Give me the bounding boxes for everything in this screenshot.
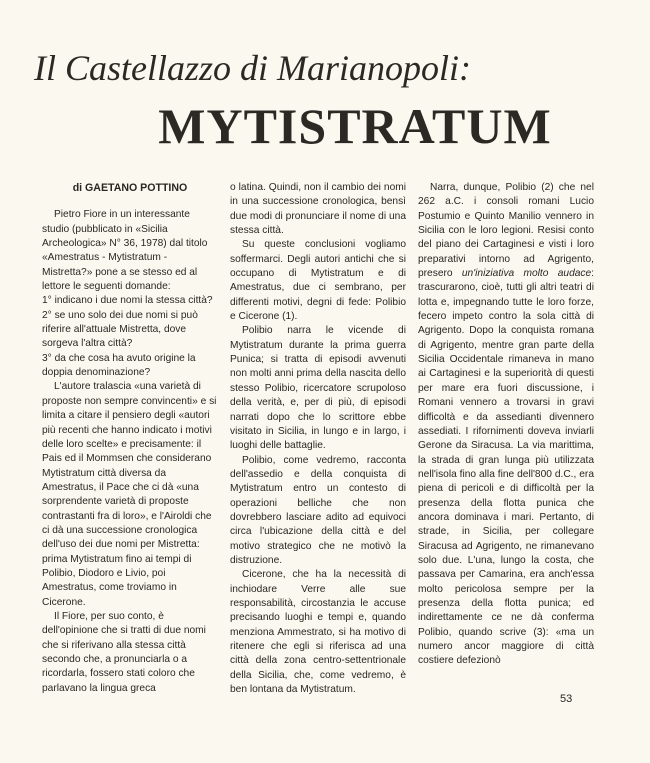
paragraph: 2° se uno solo dei due nomi si può riferire all'attuale Mistretta, dove sorgeva l'altra città? (42, 309, 198, 350)
paragraph: Polibio narra le vicende di Mytistratum durante la prima guerra Punica; si tratta di episodi avvenuti non molti anni prima della nascita dello stesso Polibio, ricercatore scrupoloso della verità, e, per di più, di episodi narrati dopo che lo scrittore ebbe visitato in Sicilia, in lungo e in largo, i luoghi delle battaglie. (230, 325, 406, 452)
paragraph: 3° da che cosa ha avuto origine la doppia denominazione? (42, 352, 196, 379)
author-byline: di GAETANO POTTINO (72, 182, 188, 194)
paragraph: o latina. Quindi, non il cambio dei nomi in una successione cronologica, bensì due modi di pronunciare il nome di una stessa città. (230, 182, 406, 237)
paragraph: Il Fiore, per suo conto, è dell'opinione che si tratti di due nomi che si riferivano alla stessa città secondo che, a pronunciarla o a ricordarla, fossero stati coloro che parlavano la lingua greca (42, 610, 206, 694)
paragraph: Su queste conclusioni vogliamo soffermarci. Degli autori antichi che si occupano di Mytistratum e di Amestratus, due ci sembrano, per differenti motivi, degni di fede: Polibio e Cicerone (1). (230, 239, 406, 323)
paragraph: Polibio, come vedremo, racconta dell'assedio e della conquista di Mytistratum entro un contesto di operazioni belliche che non dovrebbero lasciare adito ad equivoci circa l'ubicazione della città e del motivo strategico che ne motivò la distruzione. (230, 454, 406, 566)
paragraph: Pietro Fiore in un interessante studio (pubblicato in «Sicilia Archeologica» N° 36, 1978) dal titolo «Amestratus - Mytistratum - Mistretta?» pone a se stesso ed al lettore le seguenti domande: (42, 209, 208, 293)
page-number: 53 (560, 693, 573, 705)
paragraph (418, 181, 594, 669)
article-title: MYTISTRATUM (158, 98, 552, 154)
paragraph: L'autore tralascia «una varietà di proposte non sempre convincenti» e si limita a citare il pensiero degli «autori più recenti che hanno indicato i motivi delle loro scelte» e precisamente: il Pais ed il Mommsen che considerano Mytistratum città diversa da Amestratus, il Pace che ci dà «una sorprendente varietà di proposte contrastanti fra di loro», e l'Airoldi che ci dà una successione cronologica dell'uso dei due nomi per Mistretta: prima Mytistratum fino ai tempi di Polibio, Diodoro e Livio, poi Amestratus, come troviamo in Cicerone. (42, 381, 217, 608)
text-column-3 (418, 181, 594, 669)
paragraph: 1° indicano i due nomi la stessa città? (42, 295, 213, 307)
paragraph-text: Narra, dunque, Polibio (2) che nel 262 a.C. i consoli romani Lucio Postumio e Quinto Manilio vennero in Sicilia con le loro legioni. Resisi conto del piano dei Cartaginesi e visti i loro preparativi intorno ad Agrigento, presero (418, 182, 594, 280)
text-column-2 (230, 181, 406, 697)
paragraph: Cicerone, che ha la necessità di inchiodare Verre alle sue responsabilità, circostanzia le accuse precisando luoghi e tempi e, quando menziona Ammestrato, si ha motivo di ritenere che egli si riferisca ad una città della zona centro-settentrionale della Sicilia, che, come vedremo, è ben lontana da Mytistratum. (230, 569, 406, 696)
text-column-1 (42, 181, 218, 696)
italic-phrase: un'iniziativa molto audace (461, 268, 592, 280)
article-subtitle: Il Castellazzo di Marianopoli: (34, 48, 472, 88)
paragraph-text: : trascurarono, cioè, tutti gli altri teatri di lotta e, impegnando tutte le loro forze, fecero impeto contro la sola città di Agrigento. Dopo la conquista romana di Agrigento, mentre gran parte della Sicilia Occidentale rimaneva in mano ai Cartaginesi e la superiorità di questi per mare era fuori discussione, i Romani vennero a trovarsi in gravi difficoltà e da assedianti divennero assediati. I rifornimenti doveva inviarli Gerone da Siracusa. La via marittima, la strada di gran lunga più utilizzata nell'isola fino alla fine dell'800 d.C., era piena di pericoli e di difficoltà per la presenza della flotta punica che ancora dominava i mari. Pertanto, di strade, in Sicilia, per collegare Siracusa ad Agrigento, ne rimanevano solo due. L'una, lungo la costa, che passava per Camarina, era anch'essa molto pericolosa sempre per la presenza della flotta punica; ed indirettamente ce ne dà conferma Polibio, quando scrive (3): «ma un numero ancor maggiore di città costiere defezionò (418, 268, 595, 667)
